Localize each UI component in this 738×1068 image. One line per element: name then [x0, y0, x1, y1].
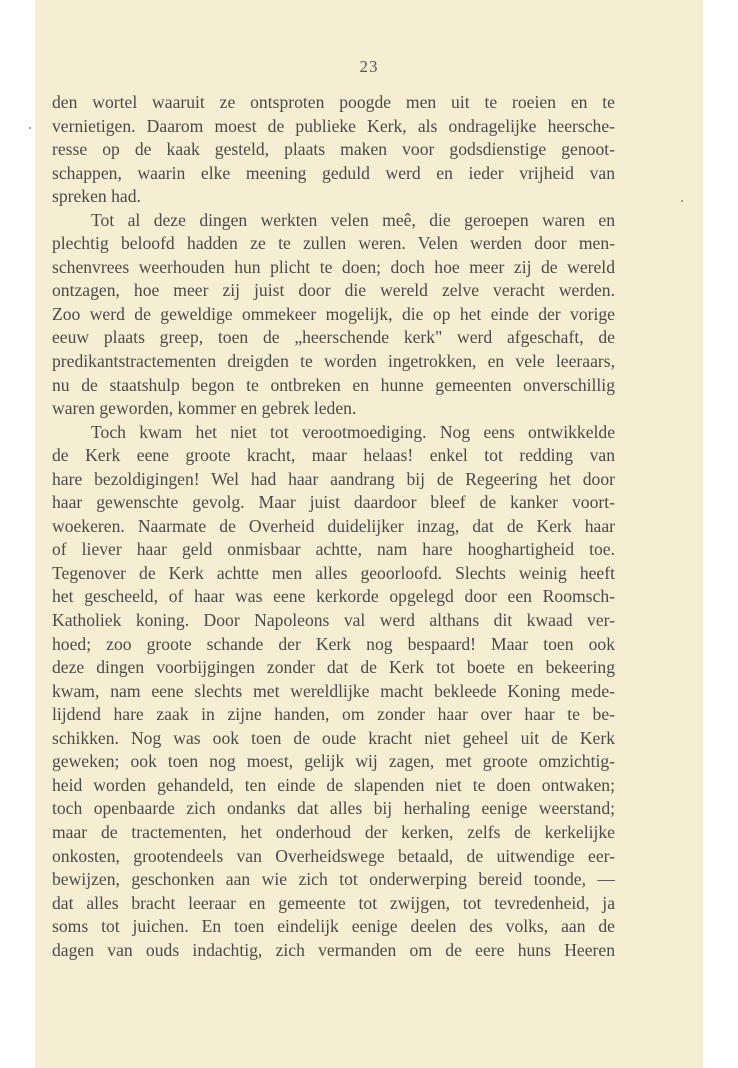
paragraph: [52, 91, 615, 209]
text-line: hare bezoldigingen! Wel had haar aandrang bij de Regeering het door: [52, 468, 615, 489]
text-line: onkosten, grootendeels van Overheidswege betaald, de uitwendige eer-: [52, 845, 615, 866]
text-line: Zoo werd de geweldige ommekeer mogelijk, die op het einde der vorige: [52, 303, 615, 324]
margin-speck: [681, 200, 683, 202]
text-line: soms tot juichen. En toen eindelijk eenige deelen des volks, aan de: [52, 916, 615, 937]
text-line: plechtig beloofd hadden ze te zullen weren. Velen werden door men-: [52, 233, 615, 254]
text-line: spreken had.: [52, 186, 141, 207]
text-line: schenvrees weerhouden hun plicht te doen; doch hoe meer zij de wereld: [52, 256, 615, 277]
text-line: Toch kwam het niet tot verootmoediging. Nog eens ontwikkelde: [91, 421, 615, 442]
text-line: kwam, nam eene slechts met wereldlijke macht bekleede Koning mede-: [52, 680, 615, 701]
text-line: dat alles bracht leeraar en gemeente tot zwijgen, tot tevredenheid, ja: [52, 892, 615, 913]
text-line: heid worden gehandeld, ten einde de slapenden niet te doen ontwaken;: [52, 774, 615, 795]
text-line: toch openbaarde zich ondanks dat alles bij herhaling eenige weerstand;: [52, 798, 615, 819]
text-line: Katholiek koning. Door Napoleons val werd althans dit kwaad ver-: [52, 610, 615, 631]
text-line: eeuw plaats greep, toen de „heerschende kerk" werd afgeschaft, de: [52, 327, 615, 348]
margin-speck: [29, 127, 31, 129]
text-line: dagen van ouds indachtig, zich vermanden om de eere huns Heeren: [52, 939, 615, 960]
text-line: hoed; zoo groote schande der Kerk nog bespaard! Maar toen ook: [52, 633, 615, 654]
text-line: schikken. Nog was ook toen de oude kracht niet geheel uit de Kerk: [52, 727, 615, 748]
text-line: haar gewenschte gevolg. Maar juist daardoor bleef de kanker voort-: [52, 492, 615, 513]
text-line: ontzagen, hoe meer zij juist door die wereld zelve veracht werden.: [52, 280, 615, 301]
text-line: maar de tractementen, het onderhoud der kerken, zelfs de kerkelijke: [52, 821, 615, 842]
text-line: resse op de kaak gesteld, plaats maken voor godsdienstige genoot-: [52, 139, 615, 160]
text-line: waren geworden, kommer en gebrek leden.: [52, 398, 357, 419]
text-line: of liever haar geld onmisbaar achtte, nam hare hooghartigheid toe.: [52, 539, 615, 560]
text-line: de Kerk eene groote kracht, maar helaas! enkel tot redding van: [52, 445, 615, 466]
text-line: geweken; ook toen nog moest, gelijk wij zagen, met groote omzichtig-: [52, 751, 615, 772]
book-page: [35, 0, 703, 1068]
paragraph: [52, 209, 615, 421]
text-line: schappen, waarin elke meening geduld werd en ieder vrijheid van: [52, 162, 615, 183]
text-line: woekeren. Naarmate de Overheid duidelijker inzag, dat de Kerk haar: [52, 515, 615, 536]
text-line: lijdend hare zaak in zijne handen, om zonder haar over haar te be-: [52, 704, 615, 725]
text-line: bewijzen, geschonken aan wie zich tot onderwerping bereid toonde, —: [52, 869, 615, 890]
paragraph: [52, 421, 615, 963]
page-number: 23: [359, 57, 379, 76]
text-line: deze dingen voorbijgingen zonder dat de Kerk tot boete en bekeering: [52, 657, 615, 678]
text-line: vernietigen. Daarom moest de publieke Kerk, als ondragelijke heersche-: [52, 115, 615, 136]
text-line: nu de staatshulp begon te ontbreken en hunne gemeenten onverschillig: [52, 374, 615, 395]
body-text: [52, 91, 615, 962]
text-line: den wortel waaruit ze ontsproten poogde men uit te roeien en te: [52, 92, 615, 112]
text-line: Tot al deze dingen werkten velen meê, die geroepen waren en: [91, 209, 615, 230]
text-line: predikantstractementen dreigden te worden ingetrokken, en vele leeraars,: [52, 351, 615, 372]
text-line: Tegenover de Kerk achtte men alles geoorloofd. Slechts weinig heeft: [52, 562, 615, 583]
text-line: het gescheeld, of haar was eene kerkorde opgelegd door een Roomsch-: [52, 586, 615, 607]
